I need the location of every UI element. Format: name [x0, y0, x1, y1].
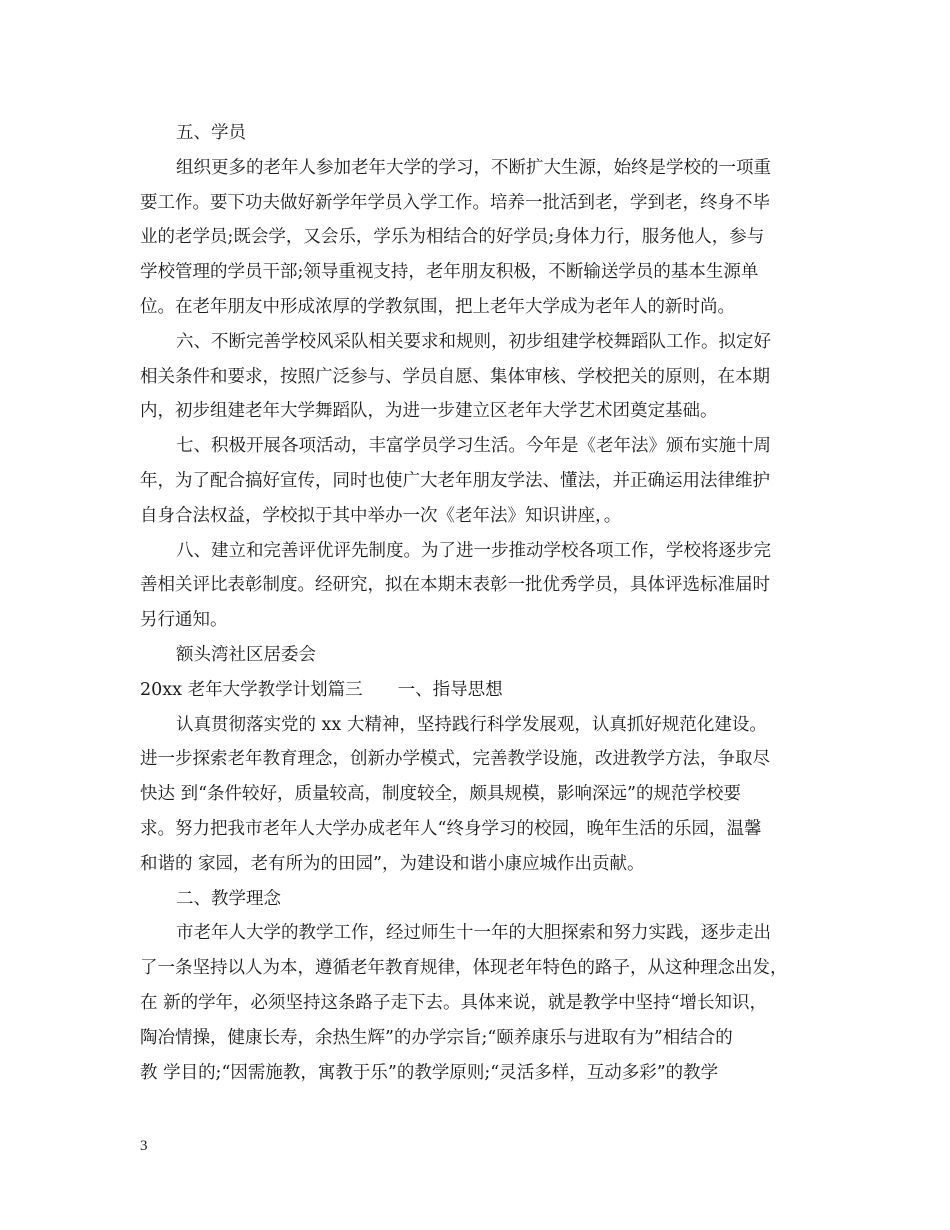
section-heading: 五、学员	[176, 123, 246, 143]
document-body	[140, 116, 820, 1090]
text-line: 教 学目的;“因需施教，寓教于乐”的教学原则;“灵活多样，互动多彩”的教学	[140, 1062, 719, 1083]
section-heading: 二、教学理念	[176, 888, 281, 909]
text-line: 组织更多的老年人参加老年大学的学习，不断扩大生源，始终是学校的一项重	[176, 157, 771, 178]
text-line: 八、建立和完善评优评先制度。为了进一步推动学校各项工作，学校将逐步完	[176, 540, 771, 561]
section-title-line: 20xx 老年大学教学计划篇三 一、指导思想	[140, 679, 503, 700]
text-line: 相关条件和要求，按照广泛参与、学员自愿、集体审核、学校把关的原则，在本期	[140, 366, 770, 387]
text-line: 快达 到“条件较好，质量较高，制度较全，颇具规模，影响深远”的规范学校要	[140, 784, 741, 805]
text-line: 另行通知。	[140, 610, 228, 631]
text-line: 在 新的学年，必须坚持这条路子走下去。具体来说，就是教学中坚持“增长知识，	[140, 992, 768, 1013]
text-line: 自身合法权益，学校拟于其中举办一次《老年法》知识讲座，。	[140, 505, 622, 526]
page-number: 3	[140, 1138, 148, 1154]
text-line: 进一步探索老年教育理念，创新办学模式，完善教学设施，改进教学方法，争取尽	[140, 749, 770, 770]
text-line: 业的老学员;既会学，又会乐，学乐为相结合的好学员;身体力行，服务他人，参与	[140, 227, 765, 248]
text-line: 求。努力把我市老年人大学办成老年人“终身学习的校园，晚年生活的乐园，温馨	[140, 818, 762, 839]
text-line: 市老年人大学的教学工作，经过师生十一年的大胆探索和努力实践，逐步走出	[176, 923, 771, 944]
text-line: 内，初步组建老年大学舞蹈队，为进一步建立区老年大学艺术团奠定基础。	[140, 401, 718, 422]
text-line: 陶冶情操，健康长寿，余热生辉”的办学宗旨;“颐养康乐与进取有为”相结合的	[140, 1027, 733, 1048]
text-line: 年，为了配合搞好宣传，同时也使广大老年朋友学法、懂法，并正确运用法律维护	[140, 470, 770, 491]
text-line: 位。在老年朋友中形成浓厚的学教氛围，把上老年大学成为老年人的新时尚。	[140, 296, 735, 317]
text-line: 了一条坚持以人为本，遵循老年教育规律，体现老年特色的路子，从这种理念出发，	[140, 958, 788, 979]
signature-line: 额头湾社区居委会	[176, 644, 316, 665]
text-line: 学校管理的学员干部;领导重视支持，老年朋友积极，不断输送学员的基本生源单	[140, 262, 759, 283]
text-line: 善相关评比表彰制度。经研究，拟在本期末表彰一批优秀学员，具体评选标准届时	[140, 575, 770, 596]
text-line: 认真贯彻落实党的 xx 大精神，坚持践行科学发展观，认真抓好规范化建设。	[176, 714, 767, 735]
text-line: 七、积极开展各项活动，丰富学员学习生活。今年是《老年法》颁布实施十周	[176, 436, 771, 457]
text-line: 要工作。要下功夫做好新学年学员入学工作。培养一批活到老，学到老，终身不毕	[140, 192, 770, 213]
text-line: 六、不断完善学校风采队相关要求和规则，初步组建学校舞蹈队工作。拟定好	[176, 331, 771, 352]
text-line: 和谐的 家园，老有所为的田园”，为建设和谐小康应城作出贡献。	[140, 853, 645, 874]
